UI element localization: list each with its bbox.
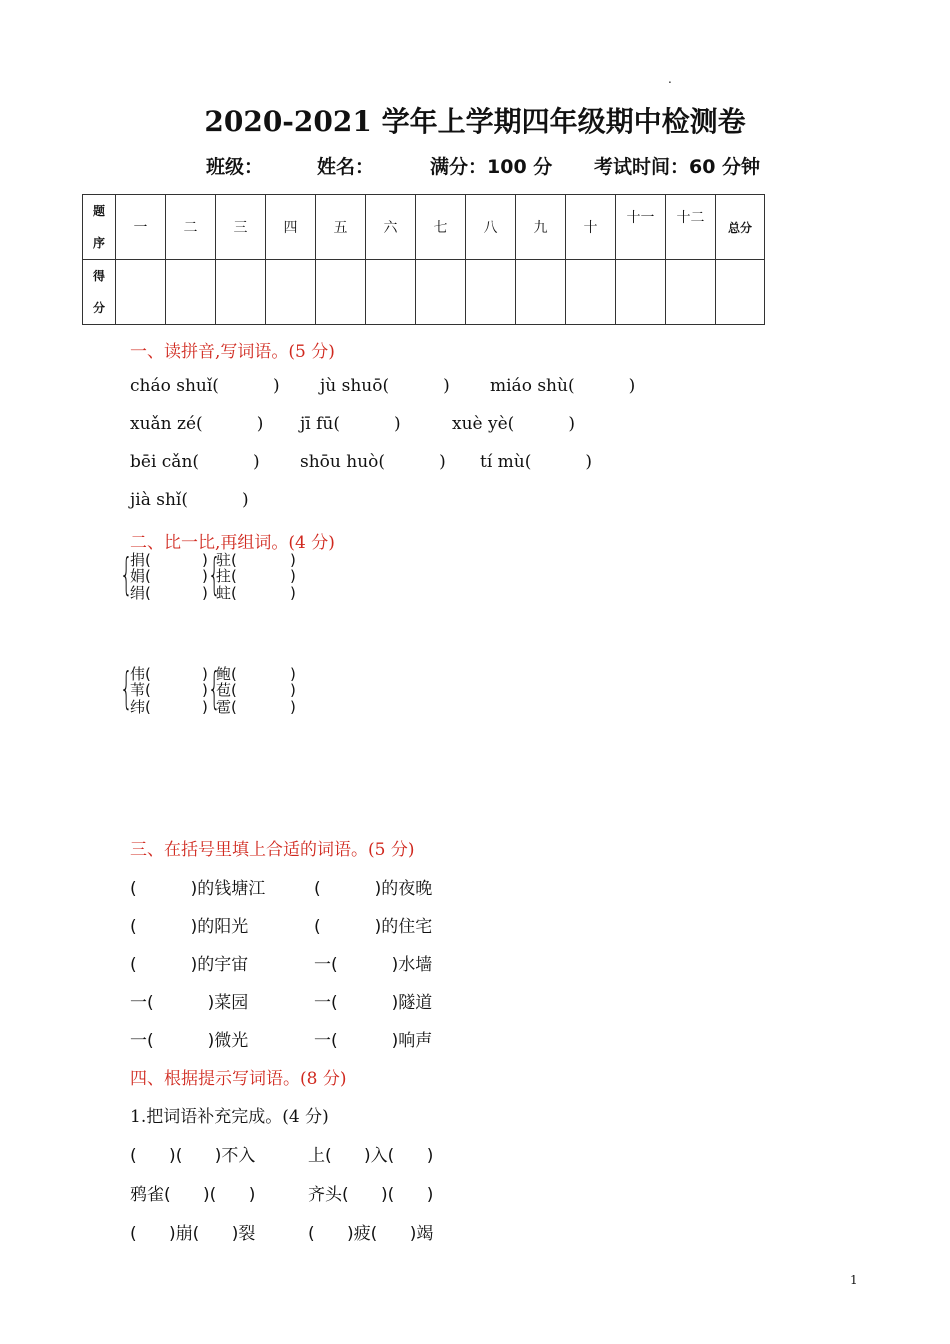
compare-group-1: { 捐( 娟( 绢( ) ) ) { 驻( 拄( 蛀( ) ) ) <box>120 549 296 602</box>
fill-item: ( )的夜晚 <box>314 879 433 899</box>
score-cell[interactable] <box>566 260 616 325</box>
score-cell[interactable] <box>316 260 366 325</box>
page-dot: . <box>668 72 672 86</box>
col-header: 六 <box>366 195 416 260</box>
compare-word: 绢( <box>130 584 151 602</box>
compare-word: 拄( <box>216 567 237 585</box>
col-header: 八 <box>466 195 516 260</box>
compare-word: 雹( <box>216 698 237 716</box>
brace-icon: { <box>208 549 221 600</box>
col-header: 十一 <box>616 195 666 260</box>
pinyin-item: xuè yè( ) <box>452 414 575 434</box>
page-number: 1 <box>850 1273 858 1287</box>
fill-item: 一( )菜园 <box>130 993 249 1013</box>
section4-sub1: 1.把词语补充完成。(4 分) <box>130 1107 329 1127</box>
score-table <box>82 194 765 325</box>
idiom-item: 上( )入( ) <box>308 1146 434 1166</box>
exam-time: 考试时间：60 分钟 <box>594 156 761 178</box>
fill-item: ( )的住宅 <box>314 917 433 937</box>
compare-word: 苞( <box>216 681 237 699</box>
col-header: 五 <box>316 195 366 260</box>
col-header: 一 <box>116 195 166 260</box>
col-header: 七 <box>416 195 466 260</box>
pinyin-item: jī fū( ) <box>300 414 401 434</box>
compare-word: 蛀( <box>216 584 237 602</box>
compare-word: 纬( <box>130 698 151 716</box>
col-header: 二 <box>166 195 216 260</box>
score-cell[interactable] <box>616 260 666 325</box>
fill-item: 一( )隧道 <box>314 993 433 1013</box>
pinyin-item: jù shuō( ) <box>320 376 450 396</box>
fill-item: 一( )水墙 <box>314 955 433 975</box>
fill-item: ( )的钱塘江 <box>130 879 266 899</box>
pinyin-item: cháo shuǐ( ) <box>130 376 280 396</box>
score-cell-total[interactable] <box>716 260 765 325</box>
score-cell[interactable] <box>516 260 566 325</box>
brace-icon: { <box>120 549 133 600</box>
section2-title: 二、比一比,再组词。(4 分) <box>130 533 335 553</box>
section3-title: 三、在括号里填上合适的词语。(5 分) <box>130 840 415 860</box>
pinyin-item: miáo shù( ) <box>490 376 636 396</box>
class-label: 班级： <box>206 156 264 178</box>
compare-word: 驻( <box>216 551 237 569</box>
score-cell[interactable] <box>216 260 266 325</box>
score-cell[interactable] <box>116 260 166 325</box>
idiom-item: ( )疲( )竭 <box>308 1224 434 1244</box>
pinyin-item: tí mù( ) <box>480 452 593 472</box>
brace-icon: { <box>208 663 221 714</box>
compare-word: 伟( <box>130 665 151 683</box>
score-cell[interactable] <box>666 260 716 325</box>
col-header: 三 <box>216 195 266 260</box>
idiom-item: ( )( )不入 <box>130 1146 256 1166</box>
score-cell[interactable] <box>266 260 316 325</box>
col-header: 十 <box>566 195 616 260</box>
name-label: 姓名： <box>317 156 375 178</box>
compare-word: 娟( <box>130 567 151 585</box>
compare-word: 鲍( <box>216 665 237 683</box>
compare-group-2: { 伟( 苇( 纬( ) ) ) { 鲍( 苞( 雹( ) ) ) <box>120 663 296 716</box>
col-header-total: 总分 <box>716 195 765 260</box>
idiom-item: 齐头( )( ) <box>308 1185 434 1205</box>
compare-word: 苇( <box>130 681 151 699</box>
score-cell[interactable] <box>366 260 416 325</box>
idiom-item: ( )崩( )裂 <box>130 1224 256 1244</box>
row-label-question: 题 序 <box>83 195 116 260</box>
col-header: 四 <box>266 195 316 260</box>
section1-title: 一、读拼音,写词语。(5 分) <box>130 342 335 362</box>
compare-word: 捐( <box>130 551 151 569</box>
pinyin-item: shōu huò( ) <box>300 452 446 472</box>
brace-icon: { <box>120 663 133 714</box>
fill-item: ( )的阳光 <box>130 917 249 937</box>
fill-item: 一( )响声 <box>314 1031 433 1051</box>
page-title: 2020-2021 学年上学期四年级期中检测卷 <box>204 105 746 138</box>
col-header: 十二 <box>666 195 716 260</box>
pinyin-item: jià shǐ( ) <box>130 490 249 510</box>
pinyin-item: xuǎn zé( ) <box>130 414 264 434</box>
pinyin-item: bēi cǎn( ) <box>130 452 260 472</box>
fill-item: 一( )微光 <box>130 1031 249 1051</box>
section4-title: 四、根据提示写词语。(8 分) <box>130 1069 347 1089</box>
full-score: 满分：100 分 <box>430 156 553 178</box>
fill-item: ( )的宇宙 <box>130 955 249 975</box>
score-cell[interactable] <box>166 260 216 325</box>
col-header: 九 <box>516 195 566 260</box>
score-cell[interactable] <box>416 260 466 325</box>
score-cell[interactable] <box>466 260 516 325</box>
row-label-score: 得 分 <box>83 260 116 325</box>
idiom-item: 鸦雀( )( ) <box>130 1185 256 1205</box>
